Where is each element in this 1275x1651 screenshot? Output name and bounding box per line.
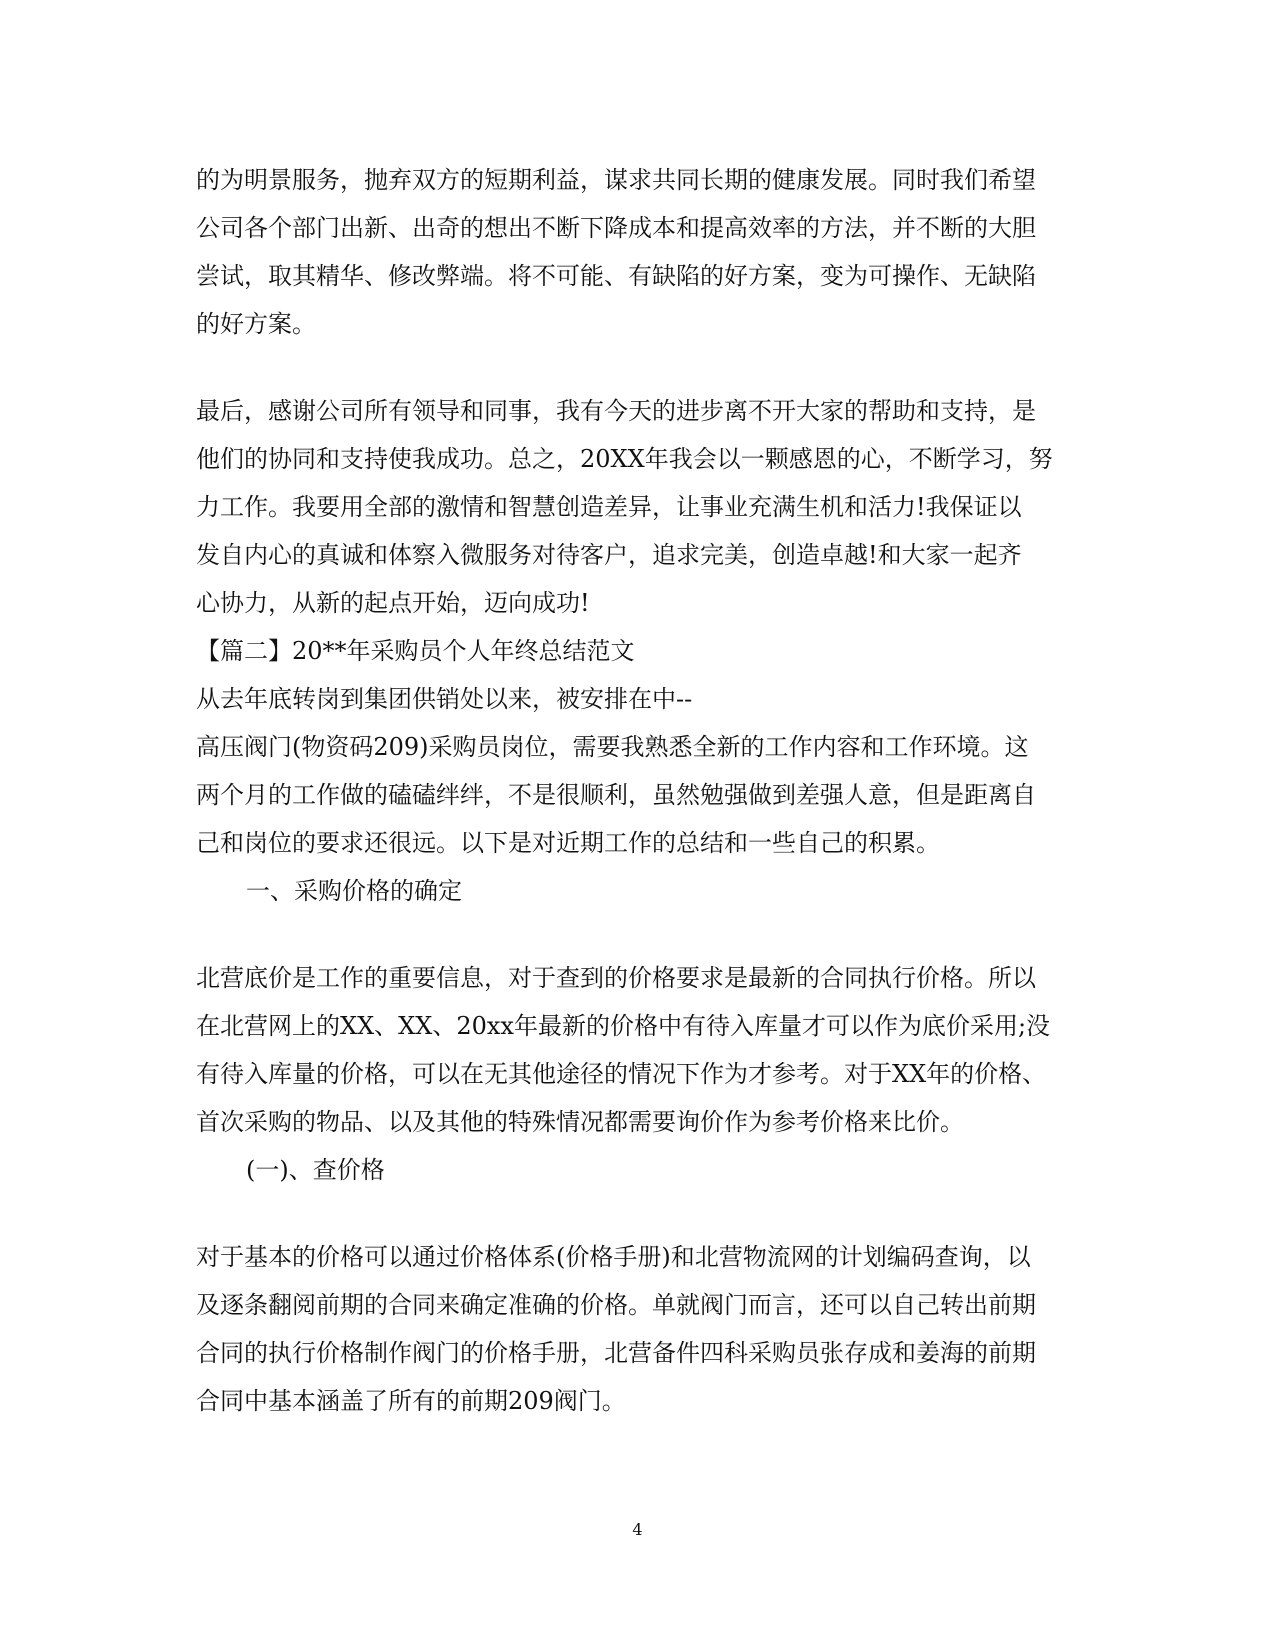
paragraph-line: 高压阀门(物资码209)采购员岗位，需要我熟悉全新的工作内容和工作环境。这 <box>196 733 1029 761</box>
section-heading: 【篇二】20**年采购员个人年终总结范文 <box>196 637 635 665</box>
paragraph-line: 发自内心的真诚和体察入微服务对待客户，追求完美，创造卓越!和大家一起齐 <box>196 541 1022 569</box>
paragraph-line: 两个月的工作做的磕磕绊绊，不是很顺利，虽然勉强做到差强人意，但是距离自 <box>196 781 1036 809</box>
paragraph-line: 从去年底转岗到集团供销处以来，被安排在中-- <box>196 685 693 713</box>
paragraph-line: 力工作。我要用全部的激情和智慧创造差异，让事业充满生机和活力!我保证以 <box>196 493 1022 521</box>
subsection-heading: (一)、查价格 <box>246 1156 385 1184</box>
paragraph-line: 北营底价是工作的重要信息，对于查到的价格要求是最新的合同执行价格。所以 <box>196 964 1036 992</box>
paragraph-line: 合同的执行价格制作阀门的价格手册，北营备件四科采购员张存成和姜海的前期 <box>196 1339 1036 1367</box>
paragraph-line: 己和岗位的要求还很远。以下是对近期工作的总结和一些自己的积累。 <box>196 829 940 857</box>
paragraph-line: 及逐条翻阅前期的合同来确定准确的价格。单就阀门而言，还可以自己转出前期 <box>196 1291 1036 1319</box>
paragraph-line: 公司各个部门出新、出奇的想出不断下降成本和提高效率的方法，并不断的大胆 <box>196 214 1036 242</box>
paragraph-line: 他们的协同和支持使我成功。总之，20XX年我会以一颗感恩的心，不断学习，努 <box>196 445 1053 473</box>
paragraph-line: 在北营网上的XX、XX、20xx年最新的价格中有待入库量才可以作为底价采用;没 <box>196 1012 1051 1040</box>
paragraph-line: 合同中基本涵盖了所有的前期209阀门。 <box>196 1387 626 1415</box>
page-number: 4 <box>632 1520 643 1539</box>
paragraph-line: 有待入库量的价格，可以在无其他途径的情况下作为才参考。对于XX年的价格、 <box>196 1060 1047 1088</box>
paragraph-line: 尝试，取其精华、修改弊端。将不可能、有缺陷的好方案，变为可操作、无缺陷 <box>196 262 1036 290</box>
paragraph-line: 首次采购的物品、以及其他的特殊情况都需要询价作为参考价格来比价。 <box>196 1108 964 1136</box>
subsection-heading: 一、采购价格的确定 <box>246 877 462 905</box>
paragraph-line: 的好方案。 <box>196 310 316 338</box>
paragraph-line: 心协力，从新的起点开始，迈向成功! <box>196 589 590 617</box>
paragraph-line: 最后，感谢公司所有领导和同事，我有今天的进步离不开大家的帮助和支持，是 <box>196 397 1036 425</box>
paragraph-line: 的为明景服务，抛弃双方的短期利益，谋求共同长期的健康发展。同时我们希望 <box>196 166 1036 194</box>
paragraph-line: 对于基本的价格可以通过价格体系(价格手册)和北营物流网的计划编码查询，以 <box>196 1243 1031 1271</box>
